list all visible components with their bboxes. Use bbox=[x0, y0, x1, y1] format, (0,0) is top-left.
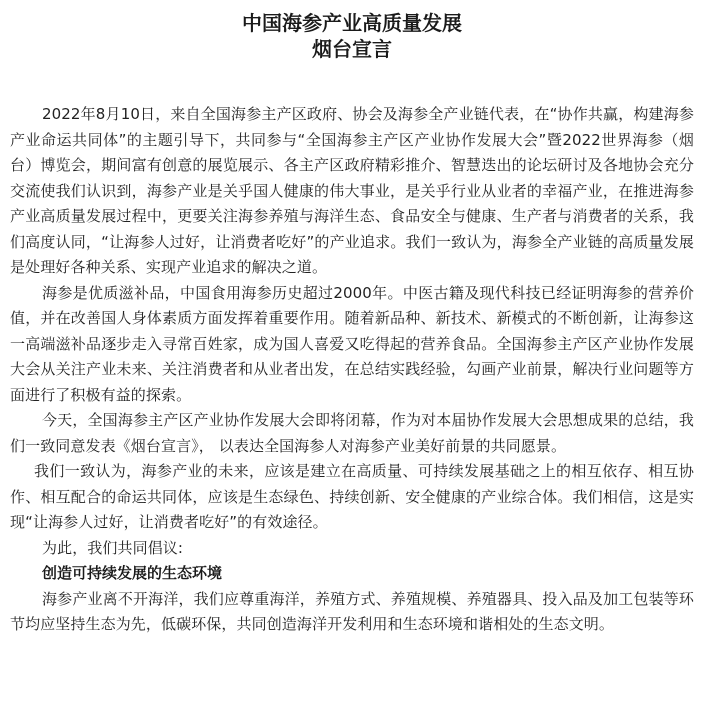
paragraph-ecology: 海参产业离不开海洋，我们应尊重海洋，养殖方式、养殖规模、养殖器具、投入品及加工包装等环节均应坚持生态为先，低碳环保，共同创造海洋开发利用和生态环境和谐相处的生态文明。 bbox=[10, 589, 694, 633]
paragraph-initiative: 为此，我们共同倡议: bbox=[42, 538, 184, 557]
paragraph-declaration: 今天，全国海参主产区产业协作发展大会即将闭幕，作为对本届协作发展大会思想成果的总结，我们一致同意发表《烟台宣言》， 以表达全国海参人对海参产业美好前景的共同愿景。 bbox=[10, 411, 694, 455]
section-heading: 创造可持续发展的生态环境 bbox=[42, 564, 223, 582]
title-line-2: 烟台宣言 bbox=[312, 37, 392, 61]
document bbox=[10, 10, 694, 638]
paragraph-nutrition: 海参是优质滋补品，中国食用海参历史超过2000年。中医古籍及现代科技已经证明海参的营养价值，并在改善国人身体素质方面发挥着重要作用。随着新品种、新技术、新模式的不断创新，让海参这一高端滋补品逐步走入寻常百姓家，成为国人喜爱又吃得起的营养食品。全国海参主产区产业协作发展大会从关注产业未来、关注消费者和从业者出发，在总结实践经验，勾画产业前景，解决行业问题等方面进行了积极有益的探索。 bbox=[10, 283, 694, 404]
title-line-1: 中国海参产业高质量发展 bbox=[242, 11, 462, 35]
document-title bbox=[10, 10, 694, 62]
paragraph-consensus: 我们一致认为，海参产业的未来，应该是建立在高质量、可持续发展基础之上的相互依存、相互协作、相互配合的命运共同体，应该是生态绿色、持续创新、安全健康的产业综合体。我们相信，这是实现“让海参人过好，让消费者吃好”的有效途径。 bbox=[10, 462, 694, 531]
document-body bbox=[10, 102, 694, 638]
paragraph-intro: 2022年8月10日，来自全国海参主产区政府、协会及海参全产业链代表，在“协作共赢，构建海参产业命运共同体”的主题引导下，共同参与“全国海参主产区产业协作发展大会”暨2022世界海参（烟台）博览会，期间富有创意的展览展示、各主产区政府精彩推介、智慧迭出的论坛研讨及各地协会充分交流使我们认识到，海参产业是关乎国人健康的伟大事业，是关乎行业从业者的幸福产业，在推进海参产业高质量发展过程中，更要关注海参养殖与海洋生态、食品安全与健康、生产者与消费者的关系，我们高度认同，“让海参人过好，让消费者吃好”的产业追求。我们一致认为，海参全产业链的高质量发展是处理好各种关系、实现产业追求的解决之道。 bbox=[10, 105, 694, 276]
